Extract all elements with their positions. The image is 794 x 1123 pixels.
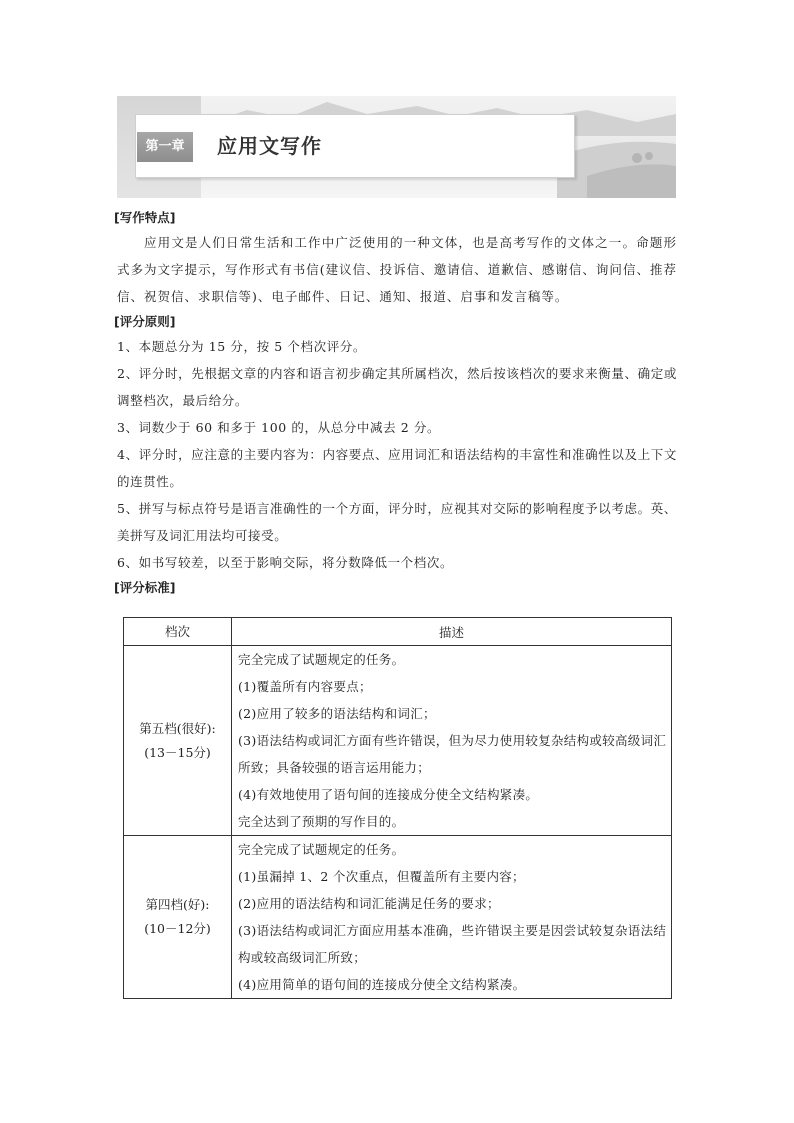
- chapter-title: 应用文写作: [217, 134, 322, 158]
- table-row: [124, 646, 672, 836]
- description-line: 完全达到了预期的写作目的。: [238, 814, 405, 829]
- description-line: (4)有效地使用了语句间的连接成分使全文结构紧凑。: [238, 787, 539, 802]
- principle-item: 1、本题总分为 15 分，按 5 个档次评分。: [117, 339, 367, 354]
- description-line: (1)虽漏掉 1、2 个次重点，但覆盖所有主要内容；: [238, 869, 525, 884]
- features-heading: [写作特点]: [114, 210, 176, 225]
- standards-heading: [评分标准]: [114, 580, 176, 595]
- principle-item: 5、拼写与标点符号是语言准确性的一个方面，评分时，应视其对交际的影响程度予以考虑。英、美拼写及词汇用法均可接受。: [117, 501, 677, 543]
- table-header-row: [124, 618, 672, 646]
- principle-item: 2、评分时，先根据文章的内容和语言初步确定其所属档次，然后按该档次的要求来衡量、确定或调整档次，最后给分。: [117, 366, 677, 408]
- document-body: [114, 206, 677, 599]
- principle-item: 4、评分时，应注意的主要内容为：内容要点、应用词汇和语法结构的丰富性和准确性以及上下文的连贯性。: [117, 447, 677, 489]
- principles-heading: [评分原则]: [114, 314, 176, 329]
- principle-item: 3、词数少于 60 和多于 100 的，从总分中减去 2 分。: [117, 420, 441, 435]
- description-line: (2)应用了较多的语法结构和词汇；: [238, 706, 436, 721]
- level-cell: [124, 836, 232, 999]
- description-line: (3)语法结构或词汇方面应用基本准确，些许错误主要是因尝试较复杂语法结构或较高级词汇所致；: [238, 923, 667, 965]
- description-cell: [232, 836, 672, 999]
- principle-item: 6、如书写较差，以至于影响交际，将分数降低一个档次。: [117, 555, 454, 570]
- level-cell: [124, 646, 232, 836]
- header-level: 档次: [124, 618, 232, 646]
- table-row: [124, 836, 672, 999]
- description-line: 完全完成了试题规定的任务。: [238, 652, 405, 667]
- chapter-banner: [117, 96, 676, 198]
- header-description: 描述: [232, 618, 672, 646]
- features-paragraph: 应用文是人们日常生活和工作中广泛使用的一种文体，也是高考写作的文体之一。命题形式多为文字提示，写作形式有书信(建议信、投诉信、邀请信、道歉信、感谢信、询问信、推荐信、祝贺信、求职信等)、电子邮件、日记、通知、报道、启事和发言稿等。: [117, 235, 677, 304]
- level-range: (10－12分): [144, 921, 211, 936]
- title-box: [135, 114, 575, 178]
- description-line: (3)语法结构或词汇方面有些许错误，但为尽力使用较复杂结构或较高级词汇所致；具备较强的语言运用能力；: [238, 733, 667, 775]
- description-line: (2)应用的语法结构和词汇能满足任务的要求；: [238, 896, 500, 911]
- scoring-table: [123, 617, 672, 999]
- chapter-label: 第一章: [137, 132, 193, 162]
- description-line: (1)覆盖所有内容要点；: [238, 679, 372, 694]
- level-name: 第五档(很好):: [139, 720, 216, 736]
- level-range: (13－15分): [144, 744, 211, 760]
- level-name: 第四档(好):: [145, 897, 210, 912]
- description-cell: [232, 646, 672, 836]
- description-line: (4)应用简单的语句间的连接成分使全文结构紧凑。: [238, 977, 526, 992]
- description-line: 完全完成了试题规定的任务。: [238, 842, 405, 857]
